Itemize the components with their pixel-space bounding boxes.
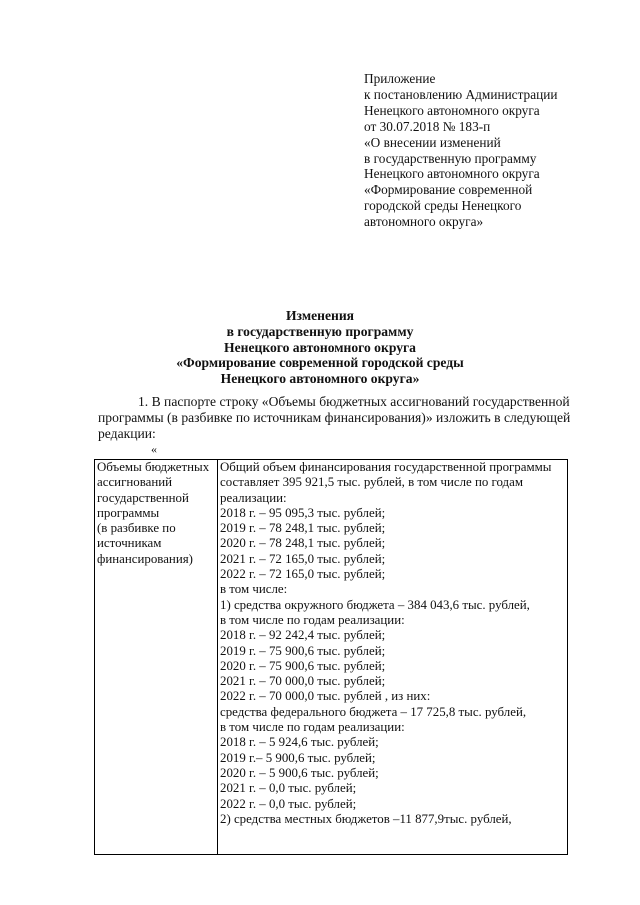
paragraph-line: редакции: <box>98 426 156 442</box>
content-line: Общий объем финансирования государственной программы <box>220 460 552 474</box>
content-line: 2022 г. – 0,0 тыс. рублей; <box>220 796 357 811</box>
appendix-block <box>364 71 557 230</box>
appendix-line: автономного округа» <box>364 214 484 230</box>
title-line: в государственную программу <box>226 323 414 339</box>
table-cell-label <box>95 460 218 855</box>
content-line: 2019 г.– 5 900,6 тыс. рублей; <box>220 750 376 765</box>
table-row <box>95 460 568 855</box>
table-cell-content <box>218 460 568 855</box>
content-line: 1) средства окружного бюджета – 384 043,6 тыс. рублей, <box>220 597 530 612</box>
content-line: в том числе по годам реализации: <box>220 720 405 735</box>
content-line: 2) средства местных бюджетов –11 877,9тыс. рублей, <box>220 811 512 826</box>
content-line: 2021 г. – 70 000,0 тыс. рублей; <box>220 674 386 689</box>
label-line: (в разбивке по <box>97 521 176 536</box>
appendix-line: «О внесении изменений <box>364 134 501 150</box>
paragraph-line: 1. В паспорте строку «Объемы бюджетных ассигнований государственной <box>138 394 570 409</box>
title-line: Ненецкого автономного округа» <box>220 371 420 387</box>
content-line: 2020 г. – 75 900,6 тыс. рублей; <box>220 658 386 673</box>
content-line: 2019 г. – 75 900,6 тыс. рублей; <box>220 643 386 658</box>
appendix-line: Приложение <box>364 71 436 86</box>
content-line: 2020 г. – 5 900,6 тыс. рублей; <box>220 765 379 780</box>
content-line: 2021 г. – 0,0 тыс. рублей; <box>220 781 357 796</box>
appendix-line: «Формирование современной <box>364 182 533 198</box>
appendix-line: Ненецкого автономного округа <box>364 166 540 182</box>
budget-table <box>94 459 568 855</box>
paragraph-line: программы (в разбивке по источникам финансирования)» изложить в следующей <box>98 410 571 426</box>
content-line: 2021 г. – 72 165,0 тыс. рублей; <box>220 551 386 566</box>
label-line: Объемы бюджетных <box>97 460 210 474</box>
content-line: 2022 г. – 72 165,0 тыс. рублей; <box>220 567 386 582</box>
open-quote: « <box>151 442 157 456</box>
content-line: составляет 395 921,5 тыс. рублей, в том числе по годам <box>220 475 523 490</box>
content-line: в том числе: <box>220 582 288 597</box>
label-line: ассигнований <box>97 475 173 490</box>
content-line: 2018 г. – 5 924,6 тыс. рублей; <box>220 735 379 750</box>
appendix-line: Ненецкого автономного округа <box>364 102 540 118</box>
title-line: «Формирование современной городской среды <box>176 355 464 371</box>
appendix-line: городской среды Ненецкого <box>364 198 522 214</box>
content-line: 2022 г. – 70 000,0 тыс. рублей , из них: <box>220 689 431 704</box>
content-line: 2020 г. – 78 248,1 тыс. рублей; <box>220 536 386 551</box>
appendix-line: к постановлению Администрации <box>364 86 558 102</box>
content-line: реализации: <box>220 490 287 505</box>
label-line: программы <box>97 505 160 520</box>
title-line: Изменения <box>285 308 355 323</box>
content-line: 2018 г. – 92 242,4 тыс. рублей; <box>220 628 386 643</box>
label-line: источникам <box>97 536 162 551</box>
content-line: 2018 г. – 95 095,3 тыс. рублей; <box>220 505 386 520</box>
appendix-line: в государственную программу <box>364 150 537 166</box>
label-line: государственной <box>97 490 189 505</box>
content-line: средства федерального бюджета – 17 725,8 тыс. рублей, <box>220 704 527 719</box>
label-line: финансирования) <box>97 551 193 566</box>
body-paragraph <box>98 394 571 443</box>
content-line: 2019 г. – 78 248,1 тыс. рублей; <box>220 521 386 536</box>
title-line: Ненецкого автономного округа <box>224 339 416 355</box>
appendix-line: от 30.07.2018 № 183-п <box>364 118 491 134</box>
document-title <box>120 308 520 387</box>
content-line: в том числе по годам реализации: <box>220 612 405 627</box>
